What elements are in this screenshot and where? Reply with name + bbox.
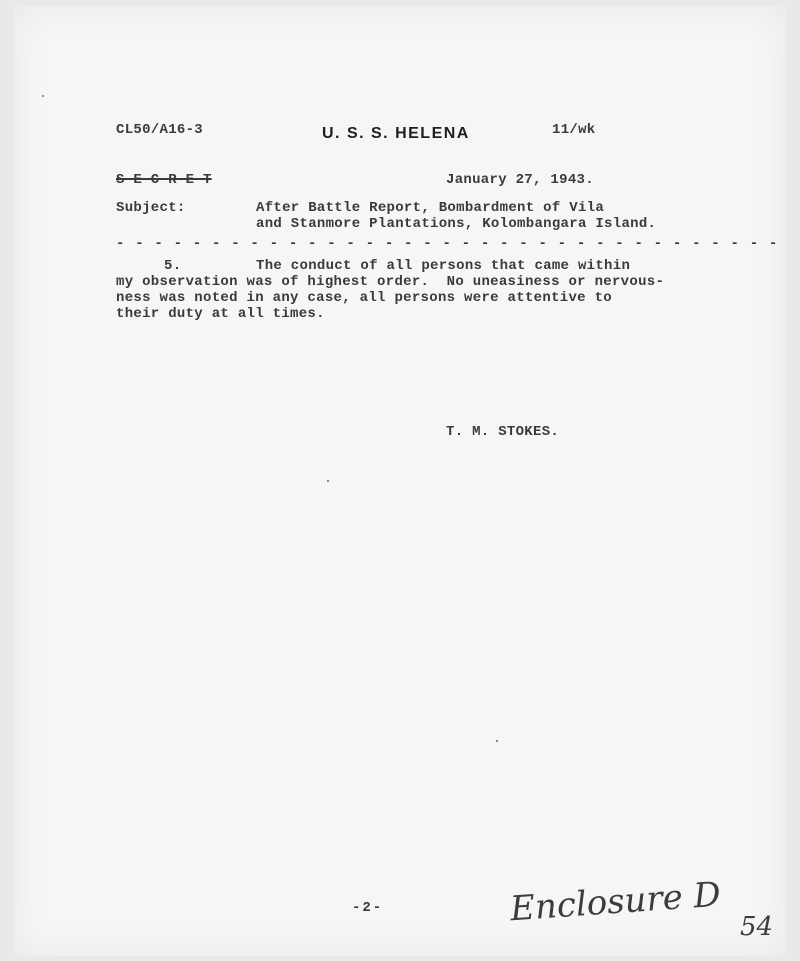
paper-speck [496, 740, 498, 742]
page-number: -2- [352, 900, 384, 916]
classification-mark: S-E-C-R-E-T [116, 172, 212, 188]
paragraph-line-3: ness was noted in any case, all persons were attentive to [116, 290, 612, 306]
handwritten-folio-number: 54 [740, 912, 774, 942]
typist-initials: 11/wk [552, 122, 596, 138]
subject-line-1: After Battle Report, Bombardment of Vila [256, 200, 605, 216]
subject-label: Subject: [116, 200, 186, 216]
paper-speck [327, 480, 329, 482]
paragraph-line-4: their duty at all times. [116, 306, 325, 322]
paragraph-number: 5. [164, 258, 182, 274]
subject-line-2: and Stanmore Plantations, Kolombangara Island. [256, 216, 657, 232]
paper-speck [42, 95, 44, 97]
dashed-separator: - - - - - - - - - - - - - - - - - - - - - - - - - - - - - - - - - - - [116, 236, 779, 252]
ship-name: U. S. S. HELENA [322, 125, 470, 142]
paragraph-line-2: my observation was of highest order. No uneasiness or nervous- [116, 274, 665, 290]
paragraph-line-1: The conduct of all persons that came within [256, 258, 631, 274]
handwritten-enclosure-note: Enclosure D [508, 874, 723, 930]
document-date: January 27, 1943. [446, 172, 594, 188]
file-code: CL50/A16-3 [116, 122, 204, 138]
signature-block: T. M. STOKES. [446, 424, 560, 440]
document-page [14, 6, 786, 956]
